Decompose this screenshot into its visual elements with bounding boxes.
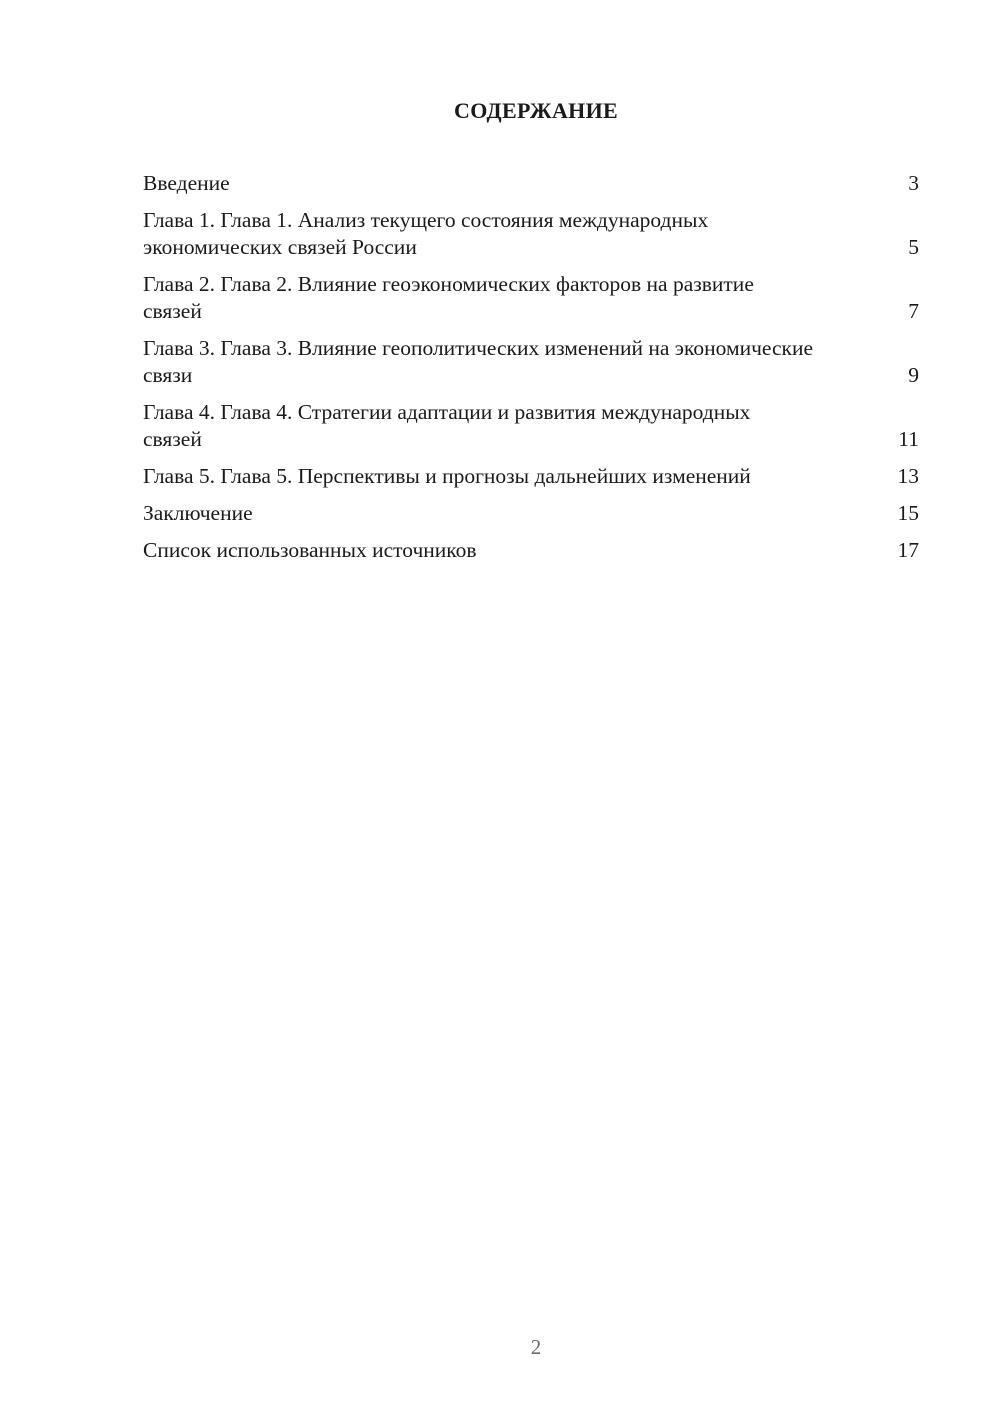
toc-heading: СОДЕРЖАНИЕ — [454, 98, 618, 123]
toc-entry-page: 5 — [908, 235, 919, 259]
toc-entry-chapter-3[interactable] — [143, 335, 919, 389]
toc-entry-page: 13 — [897, 464, 919, 488]
toc-entry-page: 15 — [897, 501, 919, 525]
toc-entry-chapter-4[interactable] — [143, 399, 919, 453]
toc-entry-conclusion[interactable] — [143, 500, 919, 527]
toc-entry-page: 7 — [908, 299, 919, 323]
toc-entry-title: Глава 5. Глава 5. Перспективы и прогнозы дальнейших изменений — [143, 464, 751, 488]
toc-entry-page: 11 — [898, 427, 919, 451]
toc-entry-title: Введение — [143, 171, 230, 195]
toc-entry-title: Список использованных источников — [143, 538, 477, 562]
toc-entry-title: Глава 4. Глава 4. Стратегии адаптации и развития международных связей — [143, 400, 751, 451]
toc-entry-title: Заключение — [143, 501, 253, 525]
toc-entry-page: 9 — [908, 363, 919, 387]
toc-entry-chapter-1[interactable] — [143, 207, 919, 261]
toc-entry-references[interactable] — [143, 537, 919, 564]
page-number: 2 — [530, 1335, 542, 1359]
toc-entry-chapter-5[interactable] — [143, 463, 919, 490]
toc-entry-chapter-2[interactable] — [143, 271, 919, 325]
toc-entry-page: 3 — [908, 171, 919, 195]
toc-entry-title: Глава 1. Глава 1. Анализ текущего состояния международных экономических связей России — [143, 208, 709, 259]
toc-entry-page: 17 — [897, 538, 919, 562]
toc-entry-title: Глава 3. Глава 3. Влияние геополитических изменений на экономические связи — [143, 336, 814, 387]
toc-entry-title: Глава 2. Глава 2. Влияние геоэкономических факторов на развитие связей — [143, 272, 754, 323]
toc-entry-introduction[interactable] — [143, 170, 919, 197]
toc-list — [143, 170, 919, 574]
